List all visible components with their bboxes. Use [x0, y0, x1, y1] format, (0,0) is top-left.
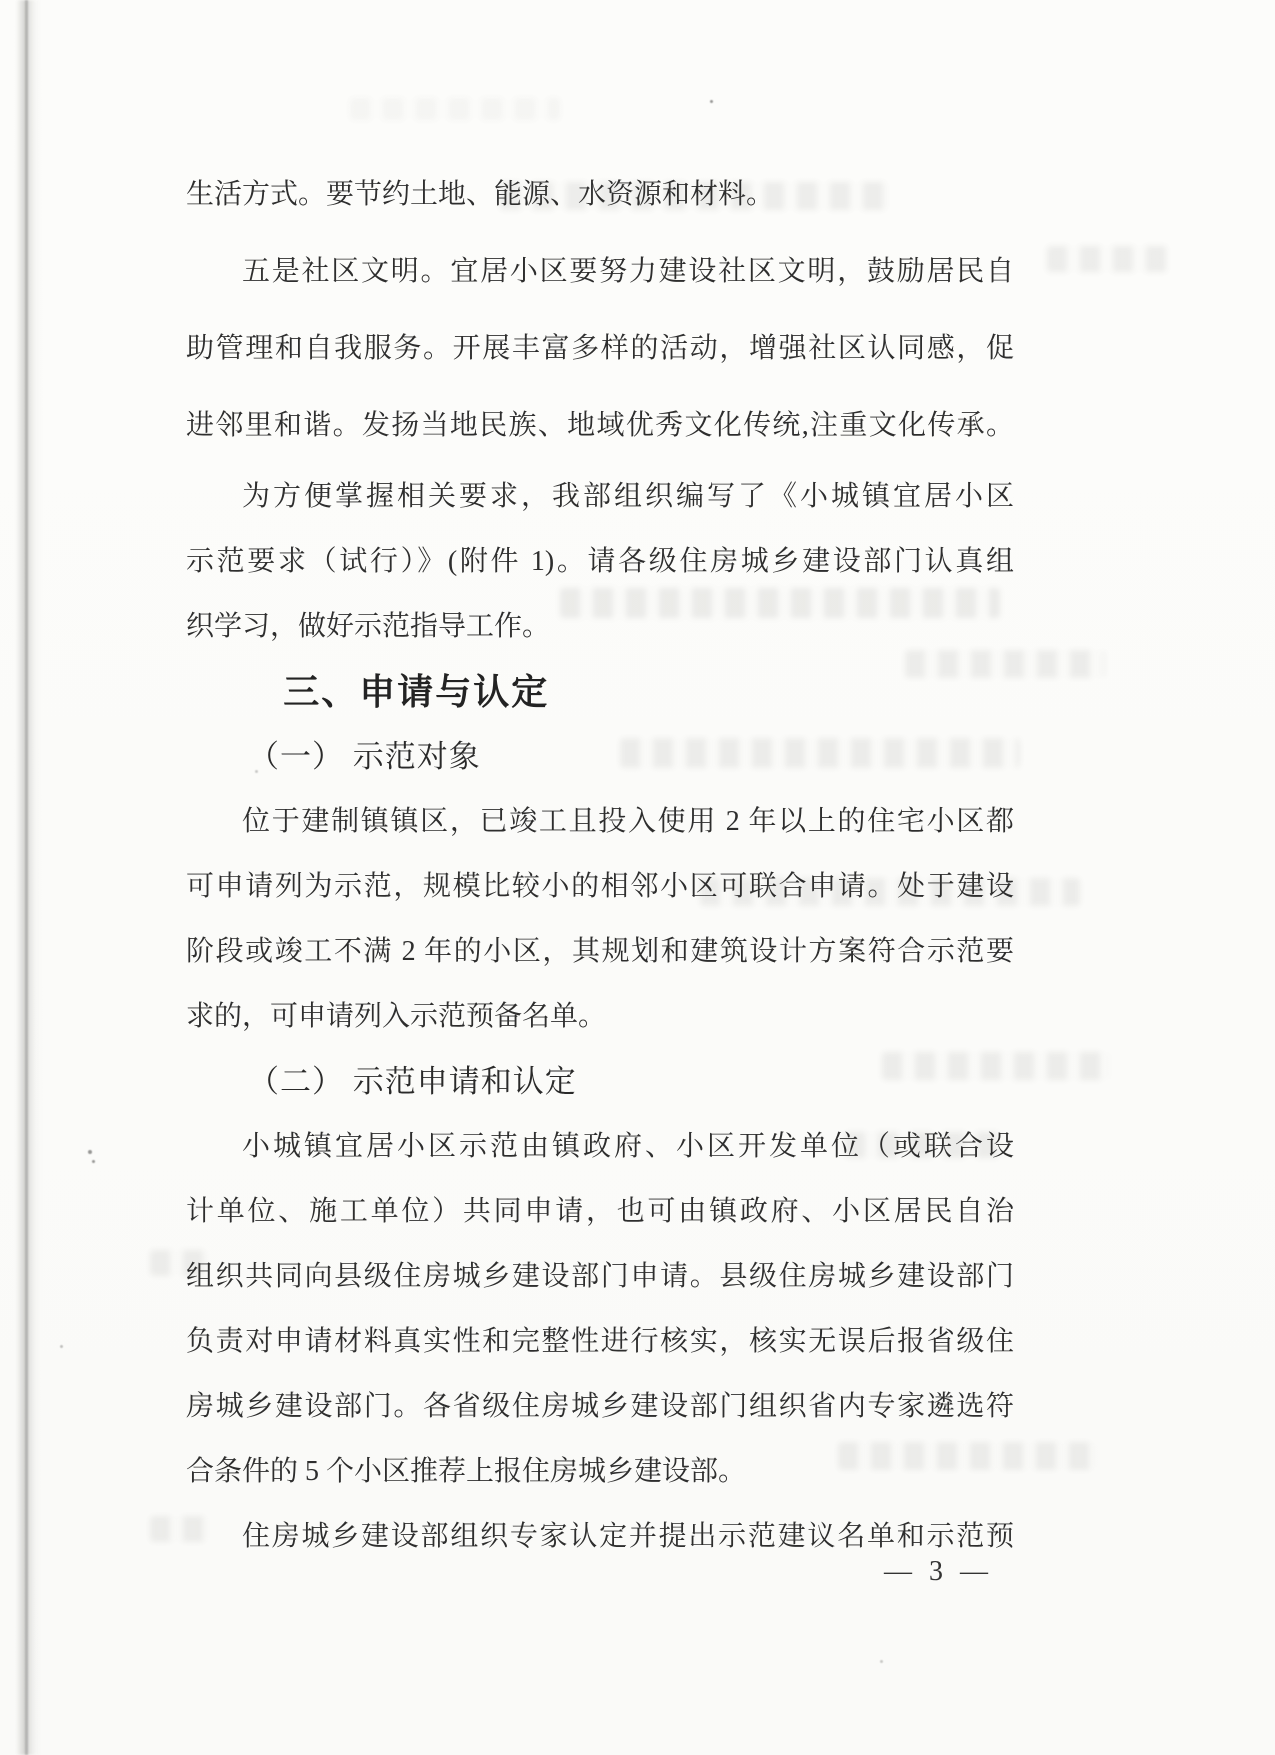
text-line: 合条件的 5 个小区推荐上报住房城乡建设部。	[186, 1456, 747, 1487]
text-line: 住房城乡建设部组织专家认定并提出示范建议名单和示范预	[242, 1521, 1014, 1552]
text-line: 五是社区文明。宜居小区要努力建设社区文明，鼓励居民自	[242, 256, 1014, 287]
document-body	[186, 156, 1014, 1569]
text-line: 阶段或竣工不满 2 年的小区，其规划和建筑设计方案符合示范要	[186, 936, 1014, 967]
subsection-heading: （一） 示范对象	[248, 739, 481, 774]
text-line: 小城镇宜居小区示范由镇政府、小区开发单位（或联合设	[242, 1131, 1014, 1162]
subsection-heading: （二） 示范申请和认定	[248, 1064, 577, 1099]
dust-speck	[880, 1660, 883, 1663]
text-line: 计单位、施工单位）共同申请，也可由镇政府、小区居民自治	[186, 1196, 1014, 1227]
text-line: 负责对申请材料真实性和完整性进行核实，核实无误后报省级住	[186, 1326, 1014, 1357]
text-line: 求的，可申请列入示范预备名单。	[186, 1001, 607, 1032]
text-line: 组织共同向县级住房城乡建设部门申请。县级住房城乡建设部门	[186, 1261, 1014, 1292]
text-line: 生活方式。要节约土地、能源、水资源和材料。	[186, 179, 775, 210]
text-line: 织学习，做好示范指导工作。	[186, 611, 551, 642]
dust-speck	[88, 1150, 92, 1154]
bleedthrough-artifact	[1047, 246, 1167, 272]
text-line: 可申请列为示范，规模比较小的相邻小区可联合申请。处于建设	[186, 871, 1014, 902]
text-line: 示范要求（试行）》(附件 1)。请各级住房城乡建设部门认真组	[186, 546, 1014, 577]
page-number: — 3 —	[884, 1556, 993, 1587]
dust-speck	[92, 1160, 95, 1163]
text-line: 为方便掌握相关要求，我部组织编写了《小城镇宜居小区	[242, 481, 1014, 512]
dust-speck	[710, 100, 713, 103]
text-line: 进邻里和谐。发扬当地民族、地域优秀文化传统,注重文化传承。	[186, 410, 1014, 441]
text-line: 房城乡建设部门。各省级住房城乡建设部门组织省内专家遴选符	[186, 1391, 1014, 1422]
text-line: 位于建制镇镇区，已竣工且投入使用 2 年以上的住宅小区都	[242, 806, 1014, 837]
scan-fold-line-artifact	[25, 0, 28, 1755]
section-heading: 三、申请与认定	[283, 671, 550, 712]
bleedthrough-artifact	[350, 98, 560, 120]
text-line: 助管理和自我服务。开展丰富多样的活动，增强社区认同感，促	[186, 333, 1014, 364]
dust-speck	[60, 1345, 63, 1348]
scan-edge-artifact	[16, 0, 42, 1755]
